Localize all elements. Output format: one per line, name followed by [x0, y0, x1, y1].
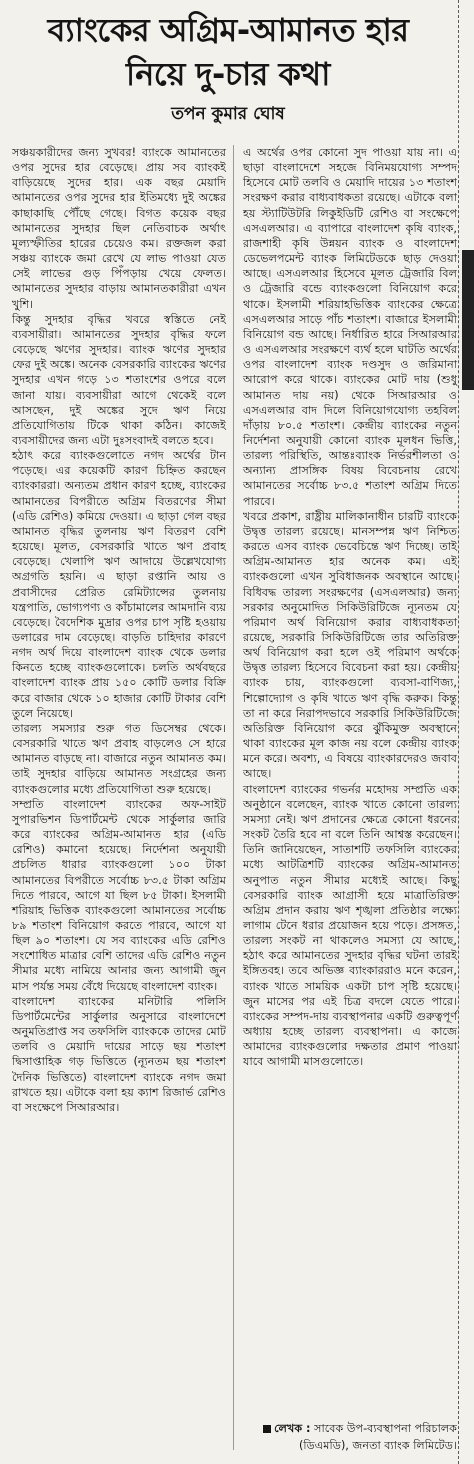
article-column-right [243, 145, 457, 1070]
square-bullet-icon [263, 1425, 271, 1433]
author-byline: তপন কুমার ঘোষ [171, 104, 285, 124]
paragraph: বাংলাদেশ ব্যাংকের মনিটারি পলিসি ডিপার্টমেন্টের সার্কুলার অনুসারে বাংলাদেশে অনুমতিপ্রাপ্ত সব তফসিলি ব্যাংককে তাদের মোট তলবি ও মেয়াদি দায়ের সাড়ে ছয় শতাংশ দ্বিসাপ্তাহিক গড় ভিত্তিতে (ন্যূনতম ছয় শতাংশ দৈনিক ভিত্তিতে) বাংলাদেশ ব্যাংকে নগদ জমা রাখতে হয়। এটাকে বলা হয় ক্যাশ রিজার্ভ রেশিও বা সংক্ষেপে সিআরআর। [12, 994, 226, 1114]
title-line-1: ব্যাংকের অগ্রিম-আমানত হার [47, 11, 409, 49]
paragraph: তারল্য সমস্যার শুরু গত ডিসেম্বর থেকে। বেসরকারি খাতে ঋণ প্রবাহ বাড়লেও সে হারে আমানত বাড়ছে না। বাজারে নতুন আমানত কম। তাই সুদহার বাড়িয়ে আমানত সংগ্রহের জন্য ব্যাংকগুলোর মধ্যে প্রতিযোগিতা শুরু হয়েছে। [12, 721, 226, 796]
article-column-left [12, 145, 226, 1115]
author-note-text: সাবেক উপ-ব্যবস্থাপনা পরিচালক (ডিএমডি), জনতা ব্যাংক লিমিটেড। [298, 1422, 457, 1452]
column-divider [233, 145, 234, 1450]
article-title [10, 8, 446, 96]
adjacent-page-edge [462, 250, 474, 390]
author-note-label: লেখক : [274, 1422, 311, 1435]
title-line-2: নিয়ে দু-চার কথা [126, 55, 330, 93]
author-note [243, 1420, 457, 1454]
paragraph: বাংলাদেশ ব্যাংকের গভর্নর মহোদয় সম্প্রতি এক অনুষ্ঠানে বলেছেন, ব্যাংক খাতে কোনো তারল্য সমস্যা নেই। ঋণ প্রদানের ক্ষেত্রে কোনো ধরনের সংকট তৈরি হবে না বলে তিনি আশ্বস্ত করেছেন। তিনি জানিয়েছেন, সাতাশটি তফসিলি ব্যাংকের মধ্যে আটত্রিশটি ব্যাংকের অগ্রিম-আমানত অনুপাত নতুন সীমার মধ্যেই আছে। কিছু বেসরকারি ব্যাংক আগ্রাসী হয়ে মাত্রাতিরিক্ত অগ্রিম প্রদান করায় ঋণ শৃঙ্খলা প্রতিষ্ঠার লক্ষ্যে লাগাম টেনে ধরার প্রয়োজন হয়ে পড়ে। প্রসঙ্গত, তারল্য সংকট না থাকলেও সমস্যা যে আছে, হঠাৎ করে আমানতের সুদহার বৃদ্ধির ঘটনা তারই ইঙ্গিতবহ। তবে অভিজ্ঞ ব্যাংকাররাও মনে করেন, ব্যাংক খাতে সাময়িক একটা চাপ সৃষ্টি হয়েছে। জুন মাসের পর এই চিত্র বদলে যেতে পারে। ব্যাংকের সম্পদ-দায় ব্যবস্থাপনার একটি গুরুত্বপূর্ণ অধ্যায় হচ্ছে তারল্য ব্যবস্থাপনা। এ কাজে আমাদের ব্যাংকগুলোর দক্ষতার প্রমাণ পাওয়া যাবে আগামী মাসগুলোতে। [243, 782, 457, 1069]
cut-edge-line [458, 0, 459, 1464]
paragraph: এ অর্থের ওপর কোনো সুদ পাওয়া যায় না। এ ছাড়া বাংলাদেশে সহজে বিনিময়যোগ্য সম্পদ হিসেবে মোট তলবি ও মেয়াদি দায়ের ১৩ শতাংশ সংরক্ষণ করার বাধ্যবাধকতা রয়েছে। এটাকে বলা হয় স্ট্যাটিউটরি লিকুইডিটি রেশিও বা সংক্ষেপে এসএলআর। এ ব্যাপারে বাংলাদেশ কৃষি ব্যাংক, রাজশাহী কৃষি উন্নয়ন ব্যাংক ও বাংলাদেশ ডেভেলপমেন্ট ব্যাংক লিমিটেডকে ছাড় দেওয়া আছে। এসএলআর হিসেবে মূলত ট্রেজারি বিল ও ট্রেজারি বন্ডে ব্যাংকগুলো বিনিয়োগ করে থাকে। ইসলামী শরিয়াহভিত্তিক ব্যাংকের ক্ষেত্রে এসএলআর সাড়ে পাঁচ শতাংশ। বাজারে ইসলামী বিনিয়োগ বন্ড আছে। নির্ধারিত হারে সিআরআর ও এসএলআর সংরক্ষণে ব্যর্থ হলে ঘাটতি অর্থের ওপর বাংলাদেশ ব্যাংক দণ্ডসুদ ও জরিমানা আরোপ করে থাকে। ব্যাংকের মোট দায় (শুধু আমানত দায় নয়) থেকে সিআরআর ও এসএলআর বাদ দিলে বিনিয়োগযোগ্য তহবিল দাঁড়ায় ৮০.৫ শতাংশ। কেন্দ্রীয় ব্যাংকের নতুন নির্দেশনা অনুযায়ী কোনো ব্যাংক মূলধন ভিত্তি, তারল্য পরিস্থিতি, আন্তঃব্যাংক নির্ভরশীলতা ও অন্যান্য প্রাসঙ্গিক বিষয় বিবেচনায় রেখে আমানতের সর্বোচ্চ ৮৩.৫ শতাংশ অগ্রিম দিতে পারবে। [243, 146, 457, 508]
paragraph: সম্প্রতি বাংলাদেশ ব্যাংকের অফ-সাইট সুপারভিশন ডিপার্টমেন্ট থেকে সার্কুলার জারি করে ব্যাংকের অগ্রিম-আমানত হার (এডি রেশিও) কমানো হয়েছে। নির্দেশনা অনুযায়ী প্রচলিত ধারার ব্যাংকগুলো ১০০ টাকা আমানতের বিপরীতে সর্বোচ্চ ৮৩.৫ টাকা অগ্রিম দিতে পারবে, আগে যা ছিল ৮৫ টাকা। ইসলামী শরিয়াহ ভিত্তিক ব্যাংকগুলো আমানতের সর্বোচ্চ ৮৯ শতাংশ বিনিয়োগ করতে পারবে, আগে যা ছিল ৯০ শতাংশ। যে সব ব্যাংকের এডি রেশিও সংশোধিত মাত্রার বেশি তাদের এডি রেশিও নতুন সীমার মধ্যে নামিয়ে আনার জন্য আগামী জুন মাস পর্যন্ত সময় বেঁধে দিয়েছে বাংলাদেশ ব্যাংক। [12, 797, 226, 993]
paragraph: হঠাৎ করে ব্যাংকগুলোতে নগদ অর্থের টান পড়েছে। এর কয়েকটি কারণ চিহ্নিত করছেন ব্যাংকাররা। অন্যতম প্রধান কারণ হচ্ছে, ব্যাংকের আমানতের বিপরীতে অগ্রিম বিতরণের সীমা (এডি রেশিও) কমিয়ে দেওয়া। এ ছাড়া গেল বছর আমানত বৃদ্ধির তুলনায় ঋণ বিতরণ বেশি হয়েছে। মূলত, বেসরকারি খাতে ঋণ প্রবাহ বেড়েছে। খেলাপি ঋণ আদায়ে উল্লেখযোগ্য অগ্রগতি হয়নি। এ ছাড়া রপ্তানি আয় ও প্রবাসীদের প্রেরিত রেমিট্যান্সের তুলনায় যন্ত্রপাতি, ভোগ্যপণ্য ও কাঁচামালের আমদানি ব্যয় বেড়েছে। বৈদেশিক মুদ্রার ওপর চাপ সৃষ্টি হওয়ায় ডলারের দাম বেড়েছে। বাড়তি চাহিদার কারণে নগদ অর্থ দিয়ে বাংলাদেশ ব্যাংক থেকে ডলার কিনতে হচ্ছে ব্যাংকগুলোকে। চলতি অর্থবছরে বাংলাদেশ ব্যাংক প্রায় ১৫০ কোটি ডলার বিক্রি করে বাজার থেকে ১০ হাজার কোটি টাকার বেশি তুলে নিয়েছে। [12, 449, 226, 720]
paragraph: খবরে প্রকাশ, রাষ্ট্রীয় মালিকানাধীন চারটি ব্যাংকে উদ্বৃত্ত তারল্য রয়েছে। মানসম্পন্ন ঋণ নিশ্চিত করতে এসব ব্যাংক ভেবেচিন্তে ঋণ দিচ্ছে। তাই অগ্রিম-আমানত হার অনেক কম। এই ব্যাংকগুলো এখন সুবিধাজনক অবস্থানে আছে। বিধিবদ্ধ তারল্য সংরক্ষণের (এসএলআর) জন্য সরকার অনুমোদিত সিকিউরিটিজে ন্যূনতম যে পরিমাণ অর্থ বিনিয়োগ করার বাধ্যবাধকতা রয়েছে, সরকারি সিকিউরিটিজে তার অতিরিক্ত অর্থ বিনিয়োগ করা হলে ওই পরিমাণ অর্থকে উদ্বৃত্ত তারল্য হিসেবে বিবেচনা করা হয়। কেন্দ্রীয় ব্যাংক চায়, ব্যাংকগুলো ব্যবসা-বাণিজ্য, শিল্পোদ্যোগ ও কৃষি খাতে ঋণ বৃদ্ধি করুক। কিন্তু তা না করে নিরাপদভাবে সরকারি সিকিউরিটিজে অতিরিক্ত বিনিয়োগ করে ঝুঁকিমুক্ত অবস্থানে থাকা ব্যাংকের মূল কাজ নয় বলে কেন্দ্রীয় ব্যাংক মনে করে। অবশ্য, এ বিষয়ে ব্যাংকারদেরও জবাব আছে। [243, 509, 457, 781]
paragraph: সঞ্চয়কারীদের জন্য সুখবর! ব্যাংকে আমানতের ওপর সুদের হার বেড়েছে। প্রায় সব ব্যাংকই বাড়িয়েছে সুদের হার। এক বছর মেয়াদি আমানতের ওপর সুদের হার ইতিমধ্যে দুই অঙ্কের কাছাকাছি পৌঁছে গেছে। বিগত কয়েক বছর আমানতের সুদহার ছিল নেতিবাচক অর্থাৎ মূল্যস্ফীতির হারের চেয়েও কম। রক্তজল করা সঞ্চয় ব্যাংকে জমা রেখে যে লাভ পাওয়া যেত সেই লাভের গুড় পিঁপড়ায় খেয়ে ফেলত। আমানতের সুদহার বাড়ায় আমানতকারীরা এখন খুশি। [12, 146, 226, 311]
paragraph: কিন্তু সুদহার বৃদ্ধির খবরে স্বস্তিতে নেই ব্যবসায়ীরা। আমানতের সুদহার বৃদ্ধির ফলে বেড়েছে ঋণের সুদহার। ব্যাংক ঋণের সুদহার ফের দুই অঙ্কে। অনেক বেসরকারি ব্যাংকের ঋণের সুদহার এখন গড়ে ১৩ শতাংশের ওপরে বলে জানা যায়। ব্যবসায়ীরা আগে থেকেই বলে আসছেন, দুই অঙ্কের সুদে ঋণ নিয়ে প্রতিযোগিতায় টিকে থাকা কঠিন। কাজেই ব্যবসায়ীদের জন্য এটা দুঃসংবাদই বলতে হবে। [12, 312, 226, 447]
